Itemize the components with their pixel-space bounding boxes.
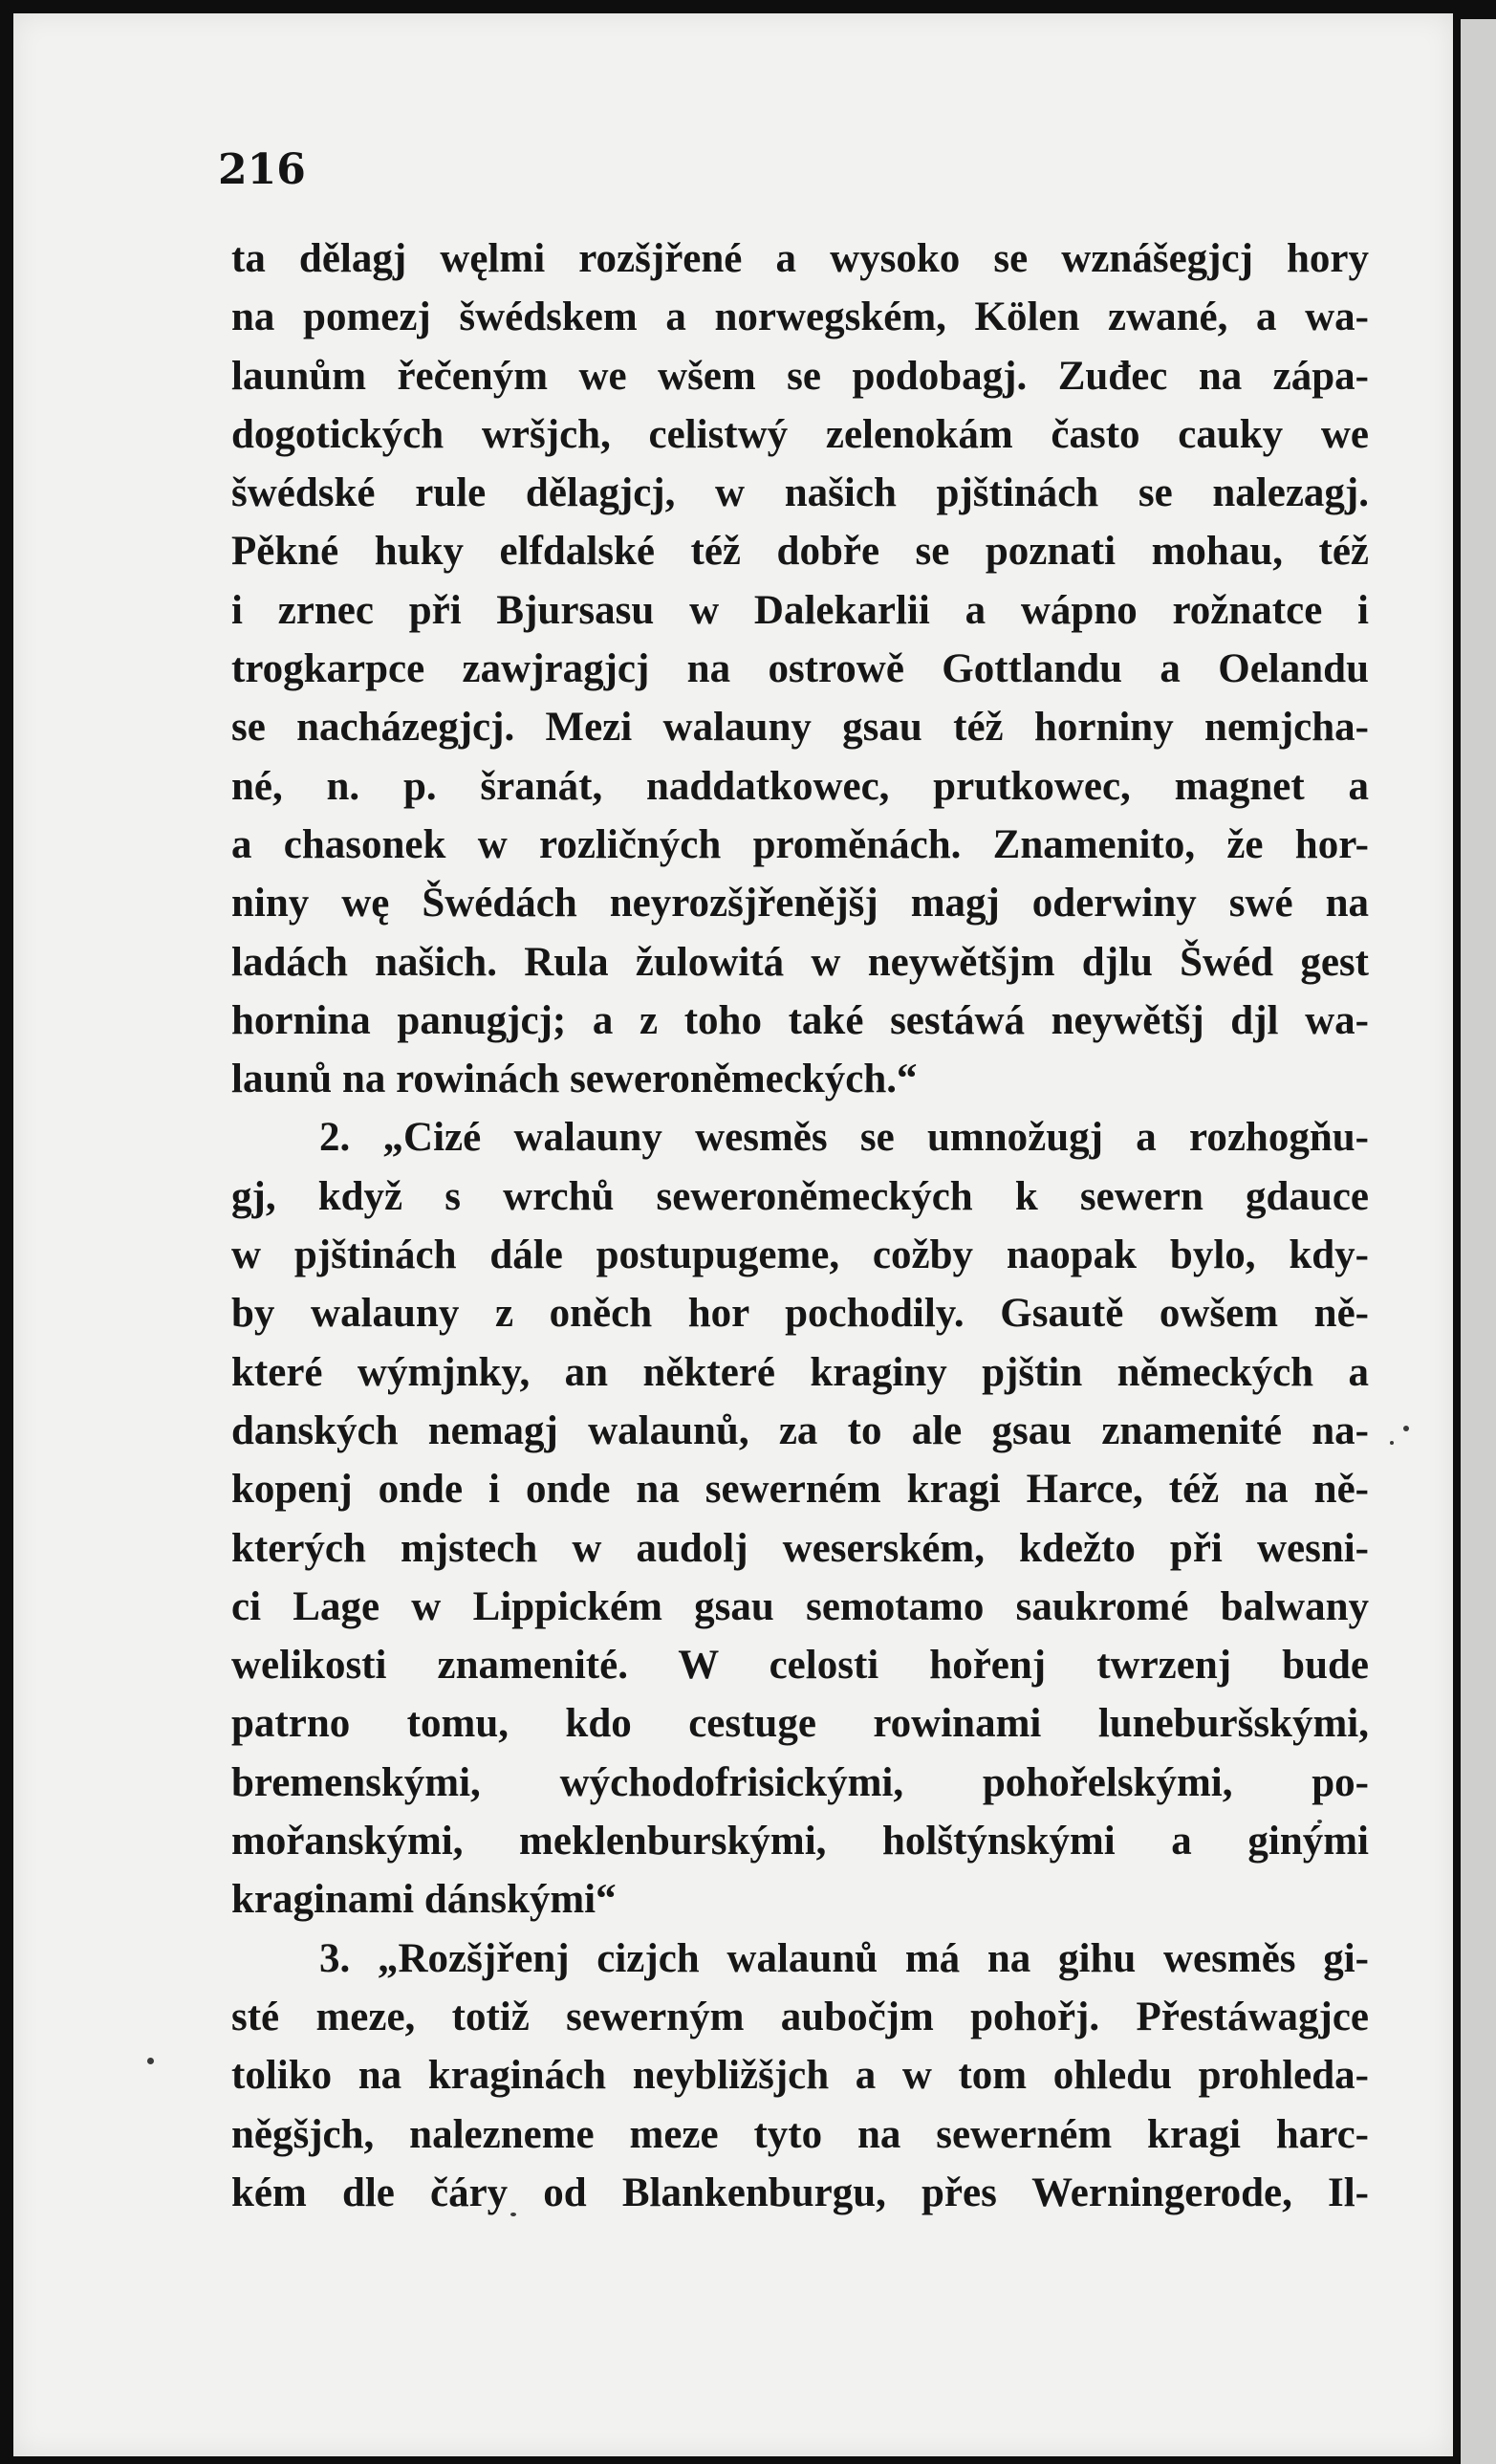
dust-speck bbox=[1403, 1426, 1409, 1431]
text-line: kterých mjstech w audolj weserském, kdežto při wesni- bbox=[231, 1525, 1369, 1571]
body-text bbox=[231, 229, 1369, 2222]
text-line: Pěkné huky elfdalské též dobře se poznati mohau, též bbox=[231, 529, 1369, 575]
text-line: danských nemagj walaunů, za to ale gsau znamenité na- bbox=[231, 1407, 1369, 1453]
text-line: se nacházegjcj. Mezi walauny gsau též horniny nemjcha- bbox=[231, 705, 1369, 751]
text-line: niny wę Šwédách neyrozšjřenějšj magj oderwiny swé na bbox=[231, 881, 1369, 927]
text-line: patrno tomu, kdo cestuge rowinami luneburšskými, bbox=[231, 1701, 1369, 1747]
text-line: launům řečeným we wšem se podobagj. Zuđec na zápa- bbox=[231, 353, 1369, 399]
text-line: gj, když s wrchů seweroněmeckých k sewern gdauce bbox=[231, 1173, 1369, 1219]
text-line: toliko na kraginách neybližšjch a w tom ohledu prohleda- bbox=[231, 2053, 1369, 2099]
text-line: ci Lage w Lippickém gsau semotamo saukromé balwany bbox=[231, 1583, 1369, 1629]
page-number: 216 bbox=[218, 145, 306, 194]
text-line: welikosti znamenité. W celosti hořenj twrzenj bude bbox=[231, 1643, 1369, 1689]
text-line: bremenskými, wýchodofrisickými, pohořelskými, po- bbox=[231, 1759, 1369, 1805]
text-line: 2. „Cizé walauny wesměs se umnožugj a rozhogňu- bbox=[319, 1115, 1369, 1161]
text-line: a chasonek w rozličných proměnách. Znamenito, že hor- bbox=[231, 821, 1369, 867]
text-line: launů na rowinách seweroněmeckých.“ bbox=[231, 1057, 918, 1102]
text-line: sté meze, totiž sewerným aubočjm pohořj. Přestáwagjce bbox=[231, 1994, 1369, 2039]
text-line: něgšjch, nalezneme meze tyto na sewerném kragi harc- bbox=[231, 2111, 1369, 2157]
text-line: né, n. p. šranát, naddatkowec, prutkowec, magnet a bbox=[231, 763, 1369, 809]
dust-speck bbox=[147, 2058, 154, 2064]
text-line: šwédské rule dělagjcj, w našich pjštinách se nalezagj. bbox=[231, 470, 1369, 516]
text-line: dogotických wršjch, celistwý zelenokám často cauky we bbox=[231, 411, 1369, 457]
text-line: kém dle čáry od Blankenburgu, přes Werningerode, Il- bbox=[231, 2170, 1369, 2215]
text-line: ladách našich. Rula žulowitá w neywětšjm djlu Šwéd gest bbox=[231, 939, 1369, 985]
text-line: na pomezj šwédskem a norwegském, Kölen zwané, a wa- bbox=[231, 294, 1369, 340]
text-line: kraginami dánskými“ bbox=[231, 1877, 617, 1923]
text-line: 3. „Rozšjřenj cizjch walaunů má na gihu wesměs gi- bbox=[319, 1935, 1369, 1981]
text-line: trogkarpce zawjragjcj na ostrowě Gottlandu a Oelandu bbox=[231, 646, 1369, 692]
page-edge-strip bbox=[1461, 19, 1496, 2464]
text-line: by walauny z oněch hor pochodily. Gsautě owšem ně- bbox=[231, 1291, 1369, 1337]
text-line: které wýmjnky, an některé kraginy pjštin německých a bbox=[231, 1349, 1369, 1395]
text-line: kopenj onde i onde na sewerném kragi Harce, též na ně- bbox=[231, 1467, 1369, 1513]
dust-speck bbox=[1390, 1441, 1394, 1445]
text-line: mořanskými, meklenburskými, holštýnskými a ginými bbox=[231, 1819, 1369, 1864]
text-line: i zrnec při Bjursasu w Dalekarlii a wápno rožnatce i bbox=[231, 587, 1369, 633]
text-line: hornina panugjcj; a z toho také sestáwá neywětšj djl wa- bbox=[231, 997, 1369, 1043]
text-line: w pjštinách dále postupugeme, cožby naopak bylo, kdy- bbox=[231, 1232, 1369, 1278]
text-line: ta dělagj węlmi rozšjřené a wysoko se wznášegjcj hory bbox=[231, 236, 1369, 281]
